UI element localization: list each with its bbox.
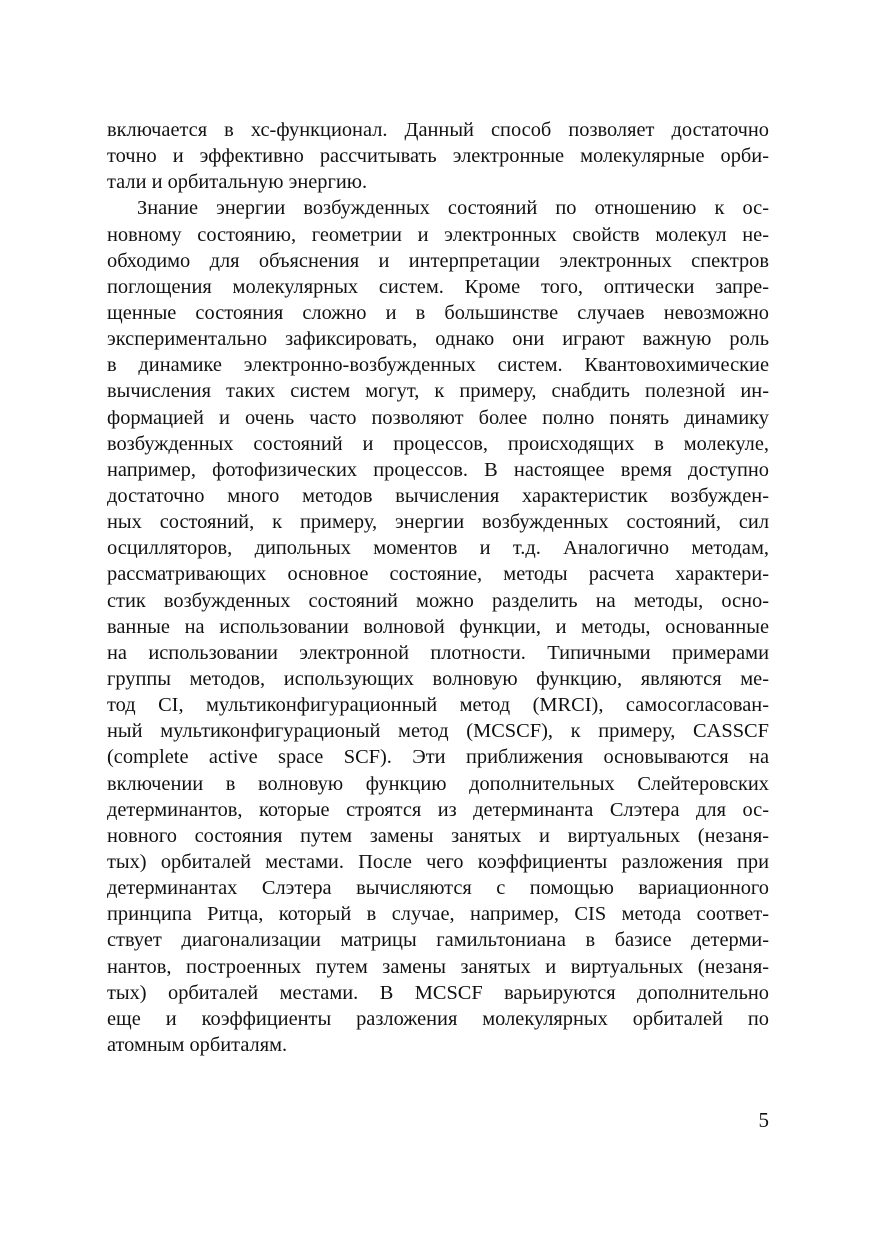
text-line: детерминантах Слэтера вычисляются с помощью вариационного <box>107 877 769 900</box>
text-line: тых) орбиталей местами. После чего коэффициенты разложения при <box>107 850 769 873</box>
text-line: нантов, построенных путем замены занятых и виртуальных (незаня- <box>107 955 769 978</box>
text-line: включается в хс-функционал. Данный способ позволяет достаточно <box>107 119 769 141</box>
text-line: поглощения молекулярных систем. Кроме того, оптически запре- <box>107 275 769 298</box>
text-line: новному состоянию, геометрии и электронных свойств молекул не- <box>107 223 769 246</box>
text-line: щенные состояния сложно и в большинстве случаев невозможно <box>107 301 769 324</box>
text-line: (complete active space SCF). Эти приближения основываются на <box>107 746 769 769</box>
text-line: детерминантов, которые строятся из детерминанта Слэтера для ос- <box>107 798 769 821</box>
text-line: в динамике электронно-возбужденных систем. Квантовохимические <box>107 354 769 377</box>
text-line: стик возбужденных состояний можно разделить на методы, осно- <box>107 589 769 612</box>
text-line: тых) орбиталей местами. В MCSCF варьируются дополнительно <box>107 981 769 1004</box>
text-line: группы методов, использующих волновую функцию, являются ме- <box>107 667 769 690</box>
text-line: ных состояний, к примеру, энергии возбужденных состояний, сил <box>107 511 769 534</box>
paragraph <box>107 195 769 1058</box>
text-line: экспериментально зафиксировать, однако они играют важную роль <box>107 328 769 351</box>
text-line: ный мультиконфигурационый метод (MCSCF), к примеру, CASSCF <box>107 720 769 743</box>
text-line: ствует диагонализации матрицы гамильтониана в базисе детерми- <box>107 929 769 952</box>
page-number: 5 <box>758 1108 769 1132</box>
text-line: Знание энергии возбужденных состояний по отношению к ос- <box>137 197 769 220</box>
text-line: тали и орбитальную энергию. <box>107 171 368 194</box>
text-line: рассматривающих основное состояние, методы расчета характери- <box>107 563 769 586</box>
text-line: формацией и очень часто позволяют более полно понять динамику <box>107 406 769 429</box>
text-line: осцилляторов, дипольных моментов и т.д. Аналогично методам, <box>107 537 769 560</box>
text-line: точно и эффективно рассчитывать электронные молекулярные орби- <box>107 145 769 168</box>
page-body <box>107 117 769 1058</box>
text-line: еще и коэффициенты разложения молекулярных орбиталей по <box>107 1007 769 1030</box>
text-line: принципа Ритца, который в случае, например, CIS метода соответ- <box>107 903 769 926</box>
text-line: атомным орбиталям. <box>107 1033 288 1056</box>
text-line: тод CI, мультиконфигурационный метод (MRCI), самосогласован- <box>107 694 769 717</box>
text-line: например, фотофизических процессов. В настоящее время доступно <box>107 458 769 481</box>
text-line: вычисления таких систем могут, к примеру, снабдить полезной ин- <box>107 380 769 403</box>
text-line: обходимо для объяснения и интерпретации электронных спектров <box>107 249 769 272</box>
text-line: новного состояния путем замены занятых и виртуальных (незаня- <box>107 824 769 847</box>
paragraph <box>107 117 769 195</box>
text-line: ванные на использовании волновой функции, и методы, основанные <box>107 615 769 638</box>
text-line: на использовании электронной плотности. Типичными примерами <box>107 641 769 664</box>
text-line: достаточно много методов вычисления характеристик возбужден- <box>107 484 769 507</box>
text-line: включении в волновую функцию дополнительных Слейтеровских <box>107 772 769 795</box>
text-line: возбужденных состояний и процессов, происходящих в молекуле, <box>107 432 769 455</box>
